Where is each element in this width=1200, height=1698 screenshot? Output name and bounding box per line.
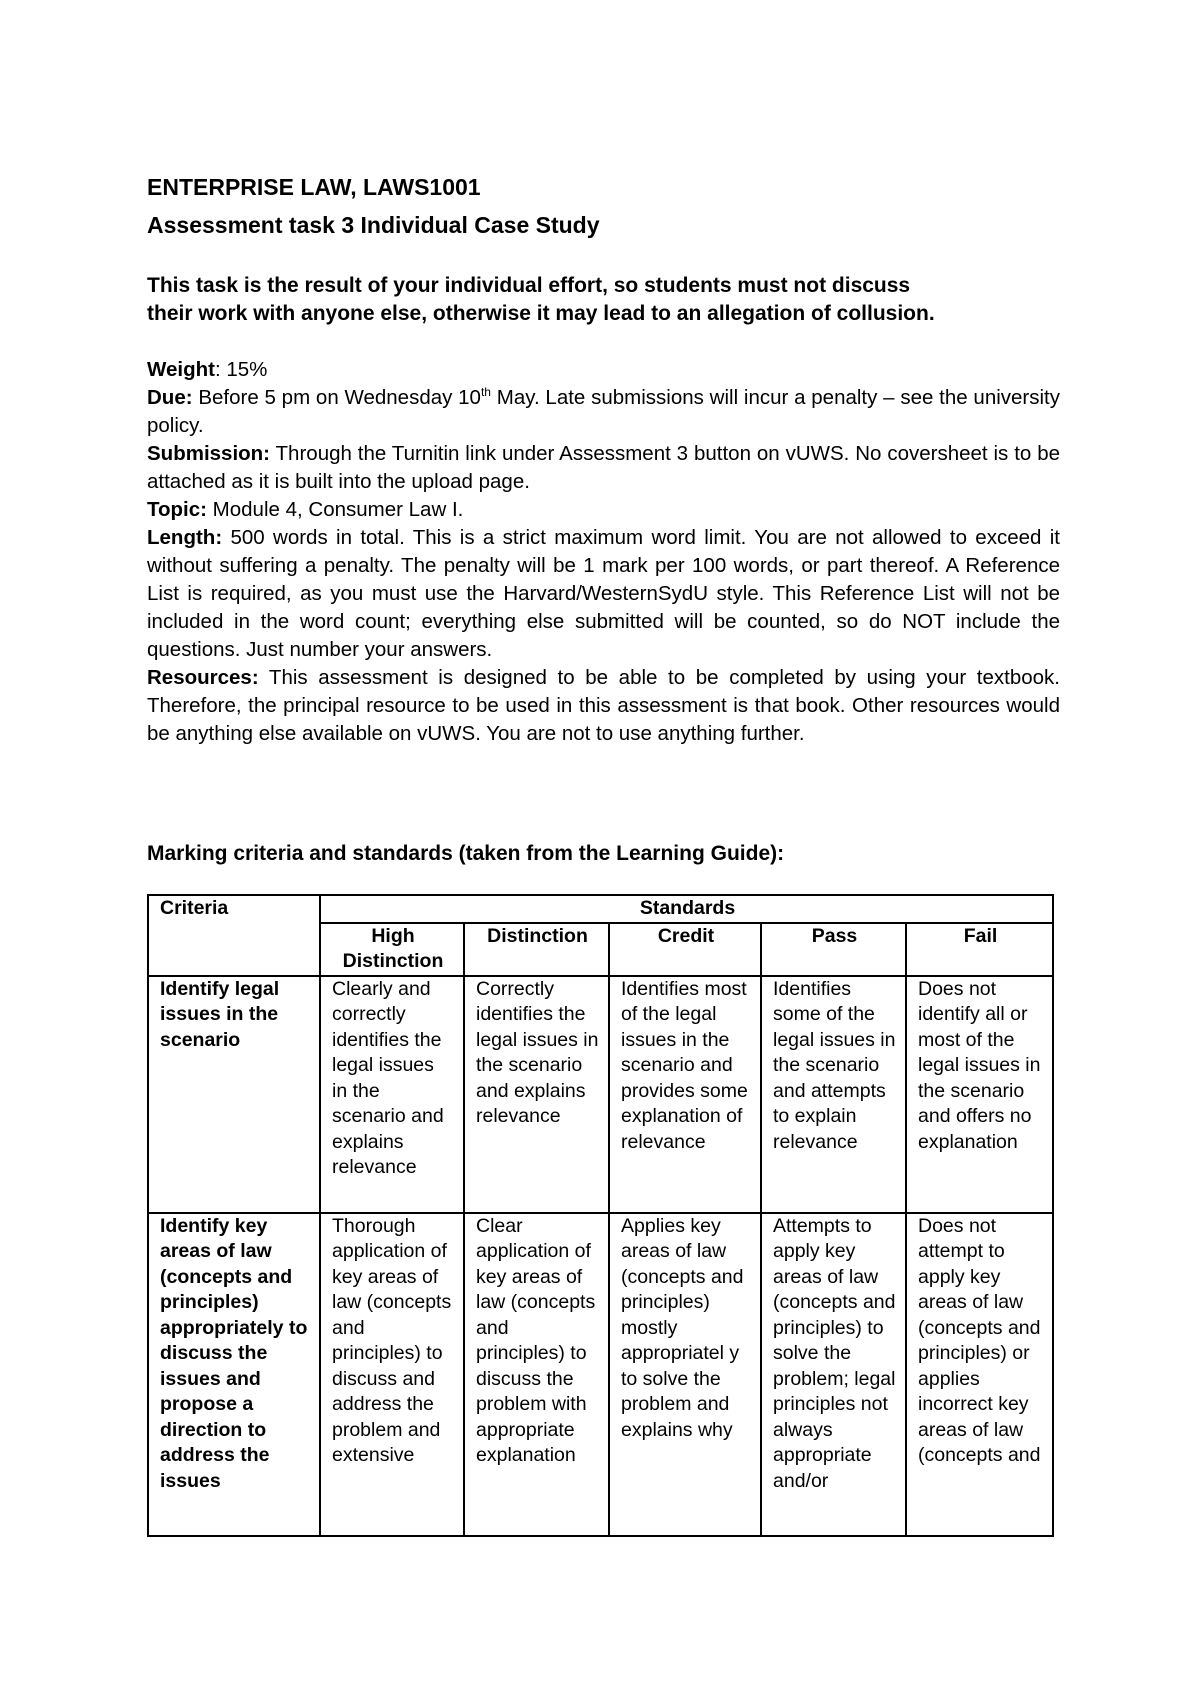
due-value-start: Before 5 pm on Wednesday 10: [192, 386, 481, 409]
standard-cell: Clearly and correctly identifies the legal issues in the scenario and explains relevance: [320, 976, 464, 1213]
weight-line: [147, 356, 1060, 384]
criterion-cell: Identify legal issues in the scenario: [148, 976, 320, 1213]
level-distinction: Distinction: [464, 923, 609, 976]
due-value-end: May. Late submissions will incur a penalty – see the university policy.: [147, 386, 1060, 437]
standard-cell: Identifies some of the legal issues in the scenario and attempts to explain relevance: [761, 976, 906, 1213]
standard-cell: Identifies most of the legal issues in the scenario and provides some explanation of relevance: [609, 976, 761, 1213]
weight-label: Weight: [147, 358, 215, 381]
length-value: 500 words in total. This is a strict maximum word limit. You are not allowed to exceed it without suffering a penalty. The penalty will be 1 mark per 100 words, or part thereof. A Reference List is required, as you must use the Harvard/WesternSydU style. This Reference List will not be included in the word count; everything else submitted will be counted, so do NOT include the questions. Just number your answers.: [147, 526, 1060, 661]
criterion-cell: Identify key areas of law (concepts and principles) appropriately to discuss the issues and propose a direction to address the issues: [148, 1213, 320, 1536]
task-title: Assessment task 3 Individual Case Study: [147, 212, 600, 238]
marking-rubric-table: [147, 894, 1054, 1537]
resources-line: [147, 664, 1060, 748]
resources-value: This assessment is designed to be able to be completed by using your textbook. Therefore, the principal resource to be used in this assessment is that book. Other resources would be anything else available on vUWS. You are not to use anything further.: [147, 666, 1060, 745]
weight-value: : 15%: [214, 358, 268, 381]
level-credit: Credit: [609, 923, 761, 976]
notice-line-1: This task is the result of your individual effort, so students must not discuss: [147, 274, 911, 297]
due-date-suffix: th: [480, 385, 491, 400]
standard-cell: Does not attempt to apply key areas of law (concepts and principles) or applies incorrect key areas of law (concepts and: [906, 1213, 1053, 1536]
criteria-header: Criteria: [148, 895, 320, 976]
level-high-distinction: High Distinction: [320, 923, 464, 976]
standard-cell: Does not identify all or most of the legal issues in the scenario and offers no explanation: [906, 976, 1053, 1213]
assessment-details: [147, 356, 1060, 748]
submission-line: [147, 440, 1060, 496]
topic-line: [147, 496, 1060, 524]
table-row: [148, 1213, 1053, 1536]
topic-label: Topic:: [147, 498, 207, 521]
standard-cell: Attempts to apply key areas of law (concepts and principles) to solve the problem; legal principles not always appropriate and/or: [761, 1213, 906, 1536]
level-fail: Fail: [906, 923, 1053, 976]
due-line: [147, 384, 1060, 440]
course-title: ENTERPRISE LAW, LAWS1001: [147, 174, 481, 200]
notice-line-2: their work with anyone else, otherwise it may lead to an allegation of collusion.: [147, 302, 935, 325]
table-header-row: [148, 895, 1053, 923]
length-line: [147, 524, 1060, 664]
marking-heading: Marking criteria and standards (taken from the Learning Guide):: [147, 842, 785, 865]
collusion-notice: [147, 272, 1067, 328]
resources-label: Resources:: [147, 666, 259, 689]
standard-cell: Correctly identifies the legal issues in the scenario and explains relevance: [464, 976, 609, 1213]
due-label: Due:: [147, 386, 193, 409]
submission-value: Through the Turnitin link under Assessment 3 button on vUWS. No coversheet is to be attached as it is built into the upload page.: [147, 442, 1060, 493]
standards-header: Standards: [320, 895, 1053, 923]
topic-value: Module 4, Consumer Law I.: [206, 498, 464, 521]
standard-cell: Thorough application of key areas of law (concepts and principles) to discuss and address the problem and extensive: [320, 1213, 464, 1536]
standard-cell: Applies key areas of law (concepts and principles) mostly appropriatel y to solve the problem and explains why: [609, 1213, 761, 1536]
level-pass: Pass: [761, 923, 906, 976]
submission-label: Submission:: [147, 442, 271, 465]
length-label: Length:: [147, 526, 223, 549]
table-row: [148, 976, 1053, 1213]
standard-cell: Clear application of key areas of law (concepts and principles) to discuss the problem with appropriate explanation: [464, 1213, 609, 1536]
